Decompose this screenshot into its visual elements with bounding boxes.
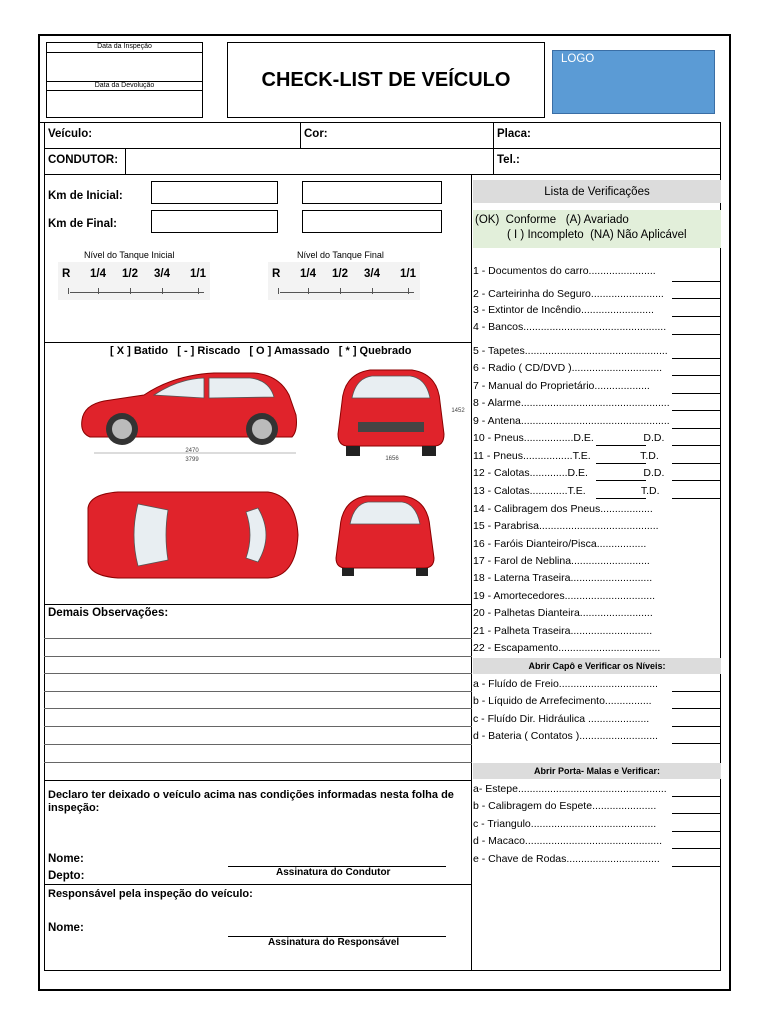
checklist-item: 17 - Farol de Neblina........................... — [473, 555, 650, 567]
answer-line[interactable] — [672, 813, 721, 814]
answer-line[interactable] — [672, 480, 721, 481]
dates-box — [46, 42, 203, 118]
logo-text: LOGO — [561, 53, 595, 65]
answer-line[interactable] — [672, 726, 721, 727]
checklist-item: 6 - Radio ( CD/DVD )............................... — [473, 362, 663, 374]
checklist-item: 14 - Calibragem dos Pneus.................. — [473, 503, 653, 515]
answer-line[interactable] — [672, 393, 721, 394]
checklist-item: 7 - Manual do Proprietário................... — [473, 380, 650, 392]
checklist-item: 20 - Palhetas Dianteira......................... — [473, 607, 653, 619]
phone-label: Tel.: — [497, 154, 520, 166]
fuel-mark: 1/4 — [300, 268, 316, 280]
checklist-item: 2 - Carteirinha do Seguro......................... — [473, 288, 664, 300]
trunk-item: d - Macaco............................................... — [473, 835, 663, 847]
checklist-item: 21 - Palheta Traseira............................ — [473, 625, 653, 637]
legend-line-2: ( I ) Incompleto (NA) Não Aplicável — [507, 229, 687, 241]
divider — [493, 122, 494, 175]
fuel-gauge-final[interactable] — [268, 262, 420, 300]
trunk-item: c - Triangulo........................................... — [473, 818, 657, 830]
fuel-mark: 1/1 — [190, 268, 206, 280]
answer-line[interactable] — [596, 480, 646, 481]
obs-line[interactable] — [44, 726, 472, 727]
km-initial-label: Km de Inicial: — [48, 190, 123, 202]
obs-line[interactable] — [44, 656, 472, 657]
answer-line[interactable] — [672, 708, 721, 709]
divider — [44, 148, 721, 149]
obs-line[interactable] — [44, 762, 472, 763]
divider — [44, 884, 472, 885]
fuel-initial-title: Nível do Tanque Inicial — [84, 250, 175, 260]
dim-length-2: 3799 — [185, 457, 199, 463]
fuel-mark: 3/4 — [154, 268, 170, 280]
divider — [44, 970, 721, 971]
dim-height: 1452 — [451, 408, 465, 414]
answer-line[interactable] — [672, 410, 721, 411]
color-label: Cor: — [304, 128, 328, 140]
checklist-item: 10 - Pneus.................D.E. D.D. — [473, 432, 665, 444]
answer-line[interactable] — [672, 445, 721, 446]
vehicle-label: Veículo: — [48, 128, 93, 140]
date-return-label: Data da Devolução — [47, 81, 202, 91]
obs-line[interactable] — [44, 744, 472, 745]
name-label-2: Nome: — [48, 922, 84, 934]
km-initial-field-2[interactable] — [302, 181, 442, 204]
legend-line-1: (OK) Conforme (A) Avariado — [475, 214, 629, 226]
answer-line[interactable] — [672, 691, 721, 692]
answer-line[interactable] — [672, 298, 721, 299]
checklist-item: 19 - Amortecedores............................... — [473, 590, 656, 602]
hood-title: Abrir Capô e Verificar os Níveis: — [528, 661, 666, 671]
trunk-item: b - Calibragem do Espete...................... — [473, 800, 657, 812]
trunk-item: a- Estepe................................................... — [473, 783, 667, 795]
date-inspection-label: Data da Inspeção — [47, 43, 202, 53]
dim-length-1: 2470 — [185, 448, 199, 454]
fuel-mark: 1/2 — [122, 268, 138, 280]
checklist-item: 22 - Escapamento................................... — [473, 642, 661, 654]
answer-line[interactable] — [596, 463, 646, 464]
fuel-mark: 1/2 — [332, 268, 348, 280]
divider — [44, 342, 472, 343]
car-rear-view[interactable] — [330, 490, 440, 580]
answer-line[interactable] — [672, 281, 721, 282]
checklist-item: 5 - Tapetes................................................. — [473, 345, 668, 357]
answer-line[interactable] — [672, 498, 721, 499]
fuel-mark: R — [272, 268, 281, 280]
page-title: CHECK-LIST DE VEÍCULO — [261, 68, 511, 91]
car-front-view[interactable] — [330, 362, 465, 462]
answer-line[interactable] — [672, 334, 721, 335]
answer-line[interactable] — [672, 428, 721, 429]
answer-line[interactable] — [596, 445, 646, 446]
answer-line[interactable] — [672, 358, 721, 359]
checklist-item: 13 - Calotas.............T.E. T.D. — [473, 485, 660, 497]
observations-label: Demais Observações: — [48, 607, 169, 619]
hood-item: a - Fluído de Freio.................................. — [473, 678, 658, 690]
car-side-view[interactable] — [74, 365, 304, 475]
answer-line[interactable] — [672, 463, 721, 464]
checklist-item: 11 - Pneus.................T.E. T.D. — [473, 450, 659, 462]
divider — [300, 122, 301, 148]
answer-line[interactable] — [672, 848, 721, 849]
answer-line[interactable] — [672, 375, 721, 376]
dim-width: 1656 — [385, 456, 399, 462]
driver-label: CONDUTOR: — [48, 154, 119, 166]
name-label: Nome: — [48, 853, 84, 865]
title-box — [227, 42, 545, 118]
checklist-item: 18 - Laterna Traseira............................ — [473, 572, 653, 584]
checklist-item: 15 - Parabrisa......................................... — [473, 520, 659, 532]
damage-legend: [ X ] Batido [ - ] Riscado [ O ] Amassado [ * ] Quebrado — [110, 345, 412, 357]
checklist-item: 12 - Calotas.............D.E. D.D. — [473, 467, 665, 479]
responsible-signature-label: Assinatura do Responsável — [268, 937, 400, 948]
checklist-item: 1 - Documentos do carro....................... — [473, 265, 656, 277]
answer-line[interactable] — [672, 831, 721, 832]
km-initial-field-1[interactable] — [151, 181, 278, 204]
hood-item: d - Bateria ( Contatos )........................... — [473, 730, 658, 742]
checklist-legend — [473, 210, 721, 248]
logo-box — [552, 50, 715, 114]
checklist-item: 8 - Alarme................................................... — [473, 397, 670, 409]
fuel-mark: 1/1 — [400, 268, 416, 280]
fuel-gauge-initial[interactable] — [58, 262, 210, 300]
fuel-mark: 3/4 — [364, 268, 380, 280]
checklist-title: Lista de Verificações — [544, 185, 650, 198]
responsible-label: Responsável pela inspeção do veículo: — [48, 888, 253, 900]
fuel-mark: R — [62, 268, 71, 280]
answer-line[interactable] — [596, 498, 646, 499]
checklist-item: 4 - Bancos................................................. — [473, 321, 667, 333]
checklist-item: 9 - Antena................................................... — [473, 415, 670, 427]
answer-line[interactable] — [672, 866, 721, 867]
car-top-view[interactable] — [78, 488, 303, 583]
divider — [44, 780, 472, 781]
trunk-item: e - Chave de Rodas................................ — [473, 853, 660, 865]
km-final-label: Km de Final: — [48, 218, 118, 230]
answer-line[interactable] — [672, 743, 721, 744]
hood-item: c - Fluído Dir. Hidráulica ..................... — [473, 713, 650, 725]
hood-header — [473, 658, 721, 674]
plate-label: Placa: — [497, 128, 531, 140]
checklist-header — [473, 180, 721, 203]
answer-line[interactable] — [672, 796, 721, 797]
divider — [125, 148, 126, 175]
obs-line[interactable] — [44, 691, 472, 692]
obs-line[interactable] — [44, 638, 472, 639]
trunk-header — [473, 763, 721, 779]
trunk-title: Abrir Porta- Malas e Verificar: — [533, 766, 661, 776]
answer-line[interactable] — [672, 316, 721, 317]
hood-item: b - Líquido de Arrefecimento................ — [473, 695, 652, 707]
fuel-mark: 1/4 — [90, 268, 106, 280]
fuel-final-title: Nível do Tanque Final — [297, 250, 384, 260]
obs-line[interactable] — [44, 673, 472, 674]
driver-signature-label: Assinatura do Condutor — [276, 867, 391, 878]
date-return-field[interactable] — [47, 91, 202, 118]
km-final-field-2[interactable] — [302, 210, 442, 233]
obs-line[interactable] — [44, 708, 472, 709]
km-final-field-1[interactable] — [151, 210, 278, 233]
checklist-item: 16 - Faróis Dianteiro/Pisca................. — [473, 538, 647, 550]
declaration-text: Declaro ter deixado o veículo acima nas condições informadas nesta folha de inspeção: — [48, 789, 454, 814]
dept-label: Depto: — [48, 870, 85, 882]
date-inspection-field[interactable] — [47, 53, 202, 81]
divider — [44, 604, 472, 605]
checklist-item: 3 - Extintor de Incêndio......................... — [473, 304, 654, 316]
